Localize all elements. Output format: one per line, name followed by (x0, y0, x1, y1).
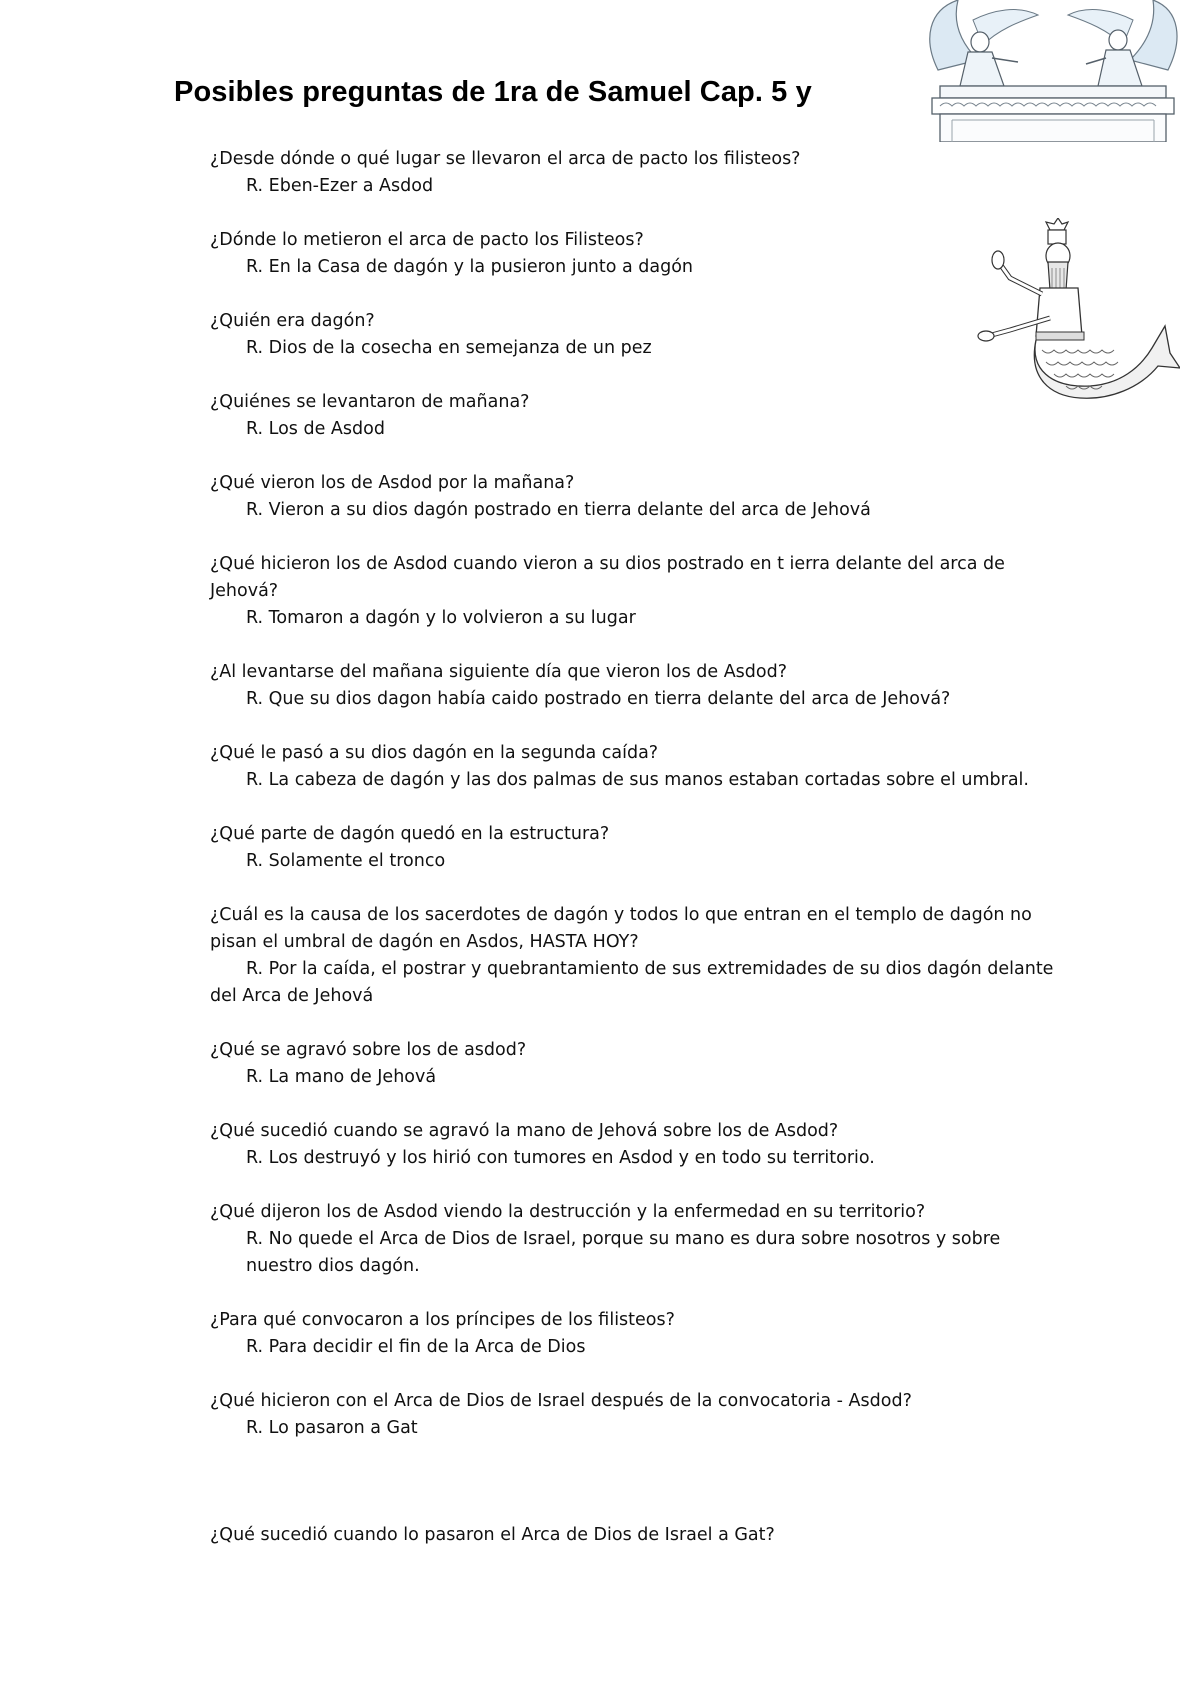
answer-text: R. Los de Asdod (246, 419, 385, 439)
question-text: ¿Qué hicieron los de Asdod cuando vieron a su dios postrado en t ierra delante del arca de Jehová? (210, 554, 1005, 601)
question-text: ¿Al levantarse del mañana siguiente día que vieron los de Asdod? (210, 662, 787, 682)
qa-item (210, 1199, 1060, 1280)
question-text: ¿Qué vieron los de Asdod por la mañana? (210, 473, 575, 493)
qa-item (210, 146, 1060, 200)
question-text: ¿Dónde lo metieron el arca de pacto los Filisteos? (210, 230, 644, 250)
qa-item (210, 1307, 1060, 1361)
answer-text: R. No quede el Arca de Dios de Israel, porque su mano es dura sobre nosotros y sobre nuestro dios dagón. (246, 1229, 1001, 1276)
answer-text: R. Dios de la cosecha en semejanza de un pez (246, 338, 652, 358)
question-text: ¿Quiénes se levantaron de mañana? (210, 392, 530, 412)
answer-text: R. La mano de Jehová (246, 1067, 437, 1087)
question-text: ¿Para qué convocaron a los príncipes de los filisteos? (210, 1310, 675, 1330)
question-text: ¿Quién era dagón? (210, 311, 375, 331)
question-text: ¿Qué le pasó a su dios dagón en la segunda caída? (210, 743, 659, 763)
qa-item (210, 227, 1060, 281)
qa-item (210, 659, 1060, 713)
answer-text: R. Lo pasaron a Gat (246, 1418, 418, 1438)
answer-text: R. Solamente el tronco (246, 851, 446, 871)
answer-text: R. Que su dios dagon había caido postrado en tierra delante del arca de Jehová? (246, 689, 951, 709)
qa-item (210, 902, 1060, 1010)
qa-item (210, 308, 1060, 362)
qa-item (210, 470, 1060, 524)
qa-item (210, 1388, 1060, 1442)
question-text: ¿Qué se agravó sobre los de asdod? (210, 1040, 527, 1060)
answer-text: R. Los destruyó y los hirió con tumores en Asdod y en todo su territorio. (246, 1148, 875, 1168)
ark-of-covenant-icon (918, 0, 1188, 142)
answer-text: R. Para decidir el fin de la Arca de Dios (246, 1337, 586, 1357)
question-text: ¿Qué sucedió cuando lo pasaron el Arca de Dios de Israel a Gat? (210, 1525, 775, 1545)
answer-text: R. Tomaron a dagón y lo volvieron a su lugar (246, 608, 636, 628)
qa-item (210, 821, 1060, 875)
answer-text: R. En la Casa de dagón y la pusieron junto a dagón (246, 257, 693, 277)
qa-item (210, 740, 1060, 794)
page-title: Posibles preguntas de 1ra de Samuel Cap. 5 y (174, 76, 812, 108)
qa-item (210, 389, 1060, 443)
question-text: ¿Qué sucedió cuando se agravó la mano de Jehová sobre los de Asdod? (210, 1121, 839, 1141)
answer-text: R. La cabeza de dagón y las dos palmas de sus manos estaban cortadas sobre el umbral. (246, 770, 1029, 790)
qa-item (210, 1522, 1060, 1549)
questions-list (210, 146, 1060, 1576)
question-text: ¿Qué dijeron los de Asdod viendo la destrucción y la enfermedad en su territorio? (210, 1202, 926, 1222)
qa-item (210, 551, 1060, 632)
answer-text: R. Por la caída, el postrar y quebrantamiento de sus extremidades de su dios dagón delante del Arca de Jehová (210, 959, 1054, 1006)
qa-item (210, 1118, 1060, 1172)
answer-text: R. Eben-Ezer a Asdod (246, 176, 434, 196)
question-text: ¿Cuál es la causa de los sacerdotes de dagón y todos lo que entran en el templo de dagón no pisan el umbral de dagón en Asdos, HASTA HOY? (210, 905, 1032, 952)
answer-text: R. Vieron a su dios dagón postrado en tierra delante del arca de Jehová (246, 500, 871, 520)
question-text: ¿Desde dónde o qué lugar se llevaron el arca de pacto los filisteos? (210, 149, 801, 169)
question-text: ¿Qué parte de dagón quedó en la estructura? (210, 824, 610, 844)
question-text: ¿Qué hicieron con el Arca de Dios de Israel después de la convocatoria - Asdod? (210, 1391, 912, 1411)
qa-item (210, 1037, 1060, 1091)
